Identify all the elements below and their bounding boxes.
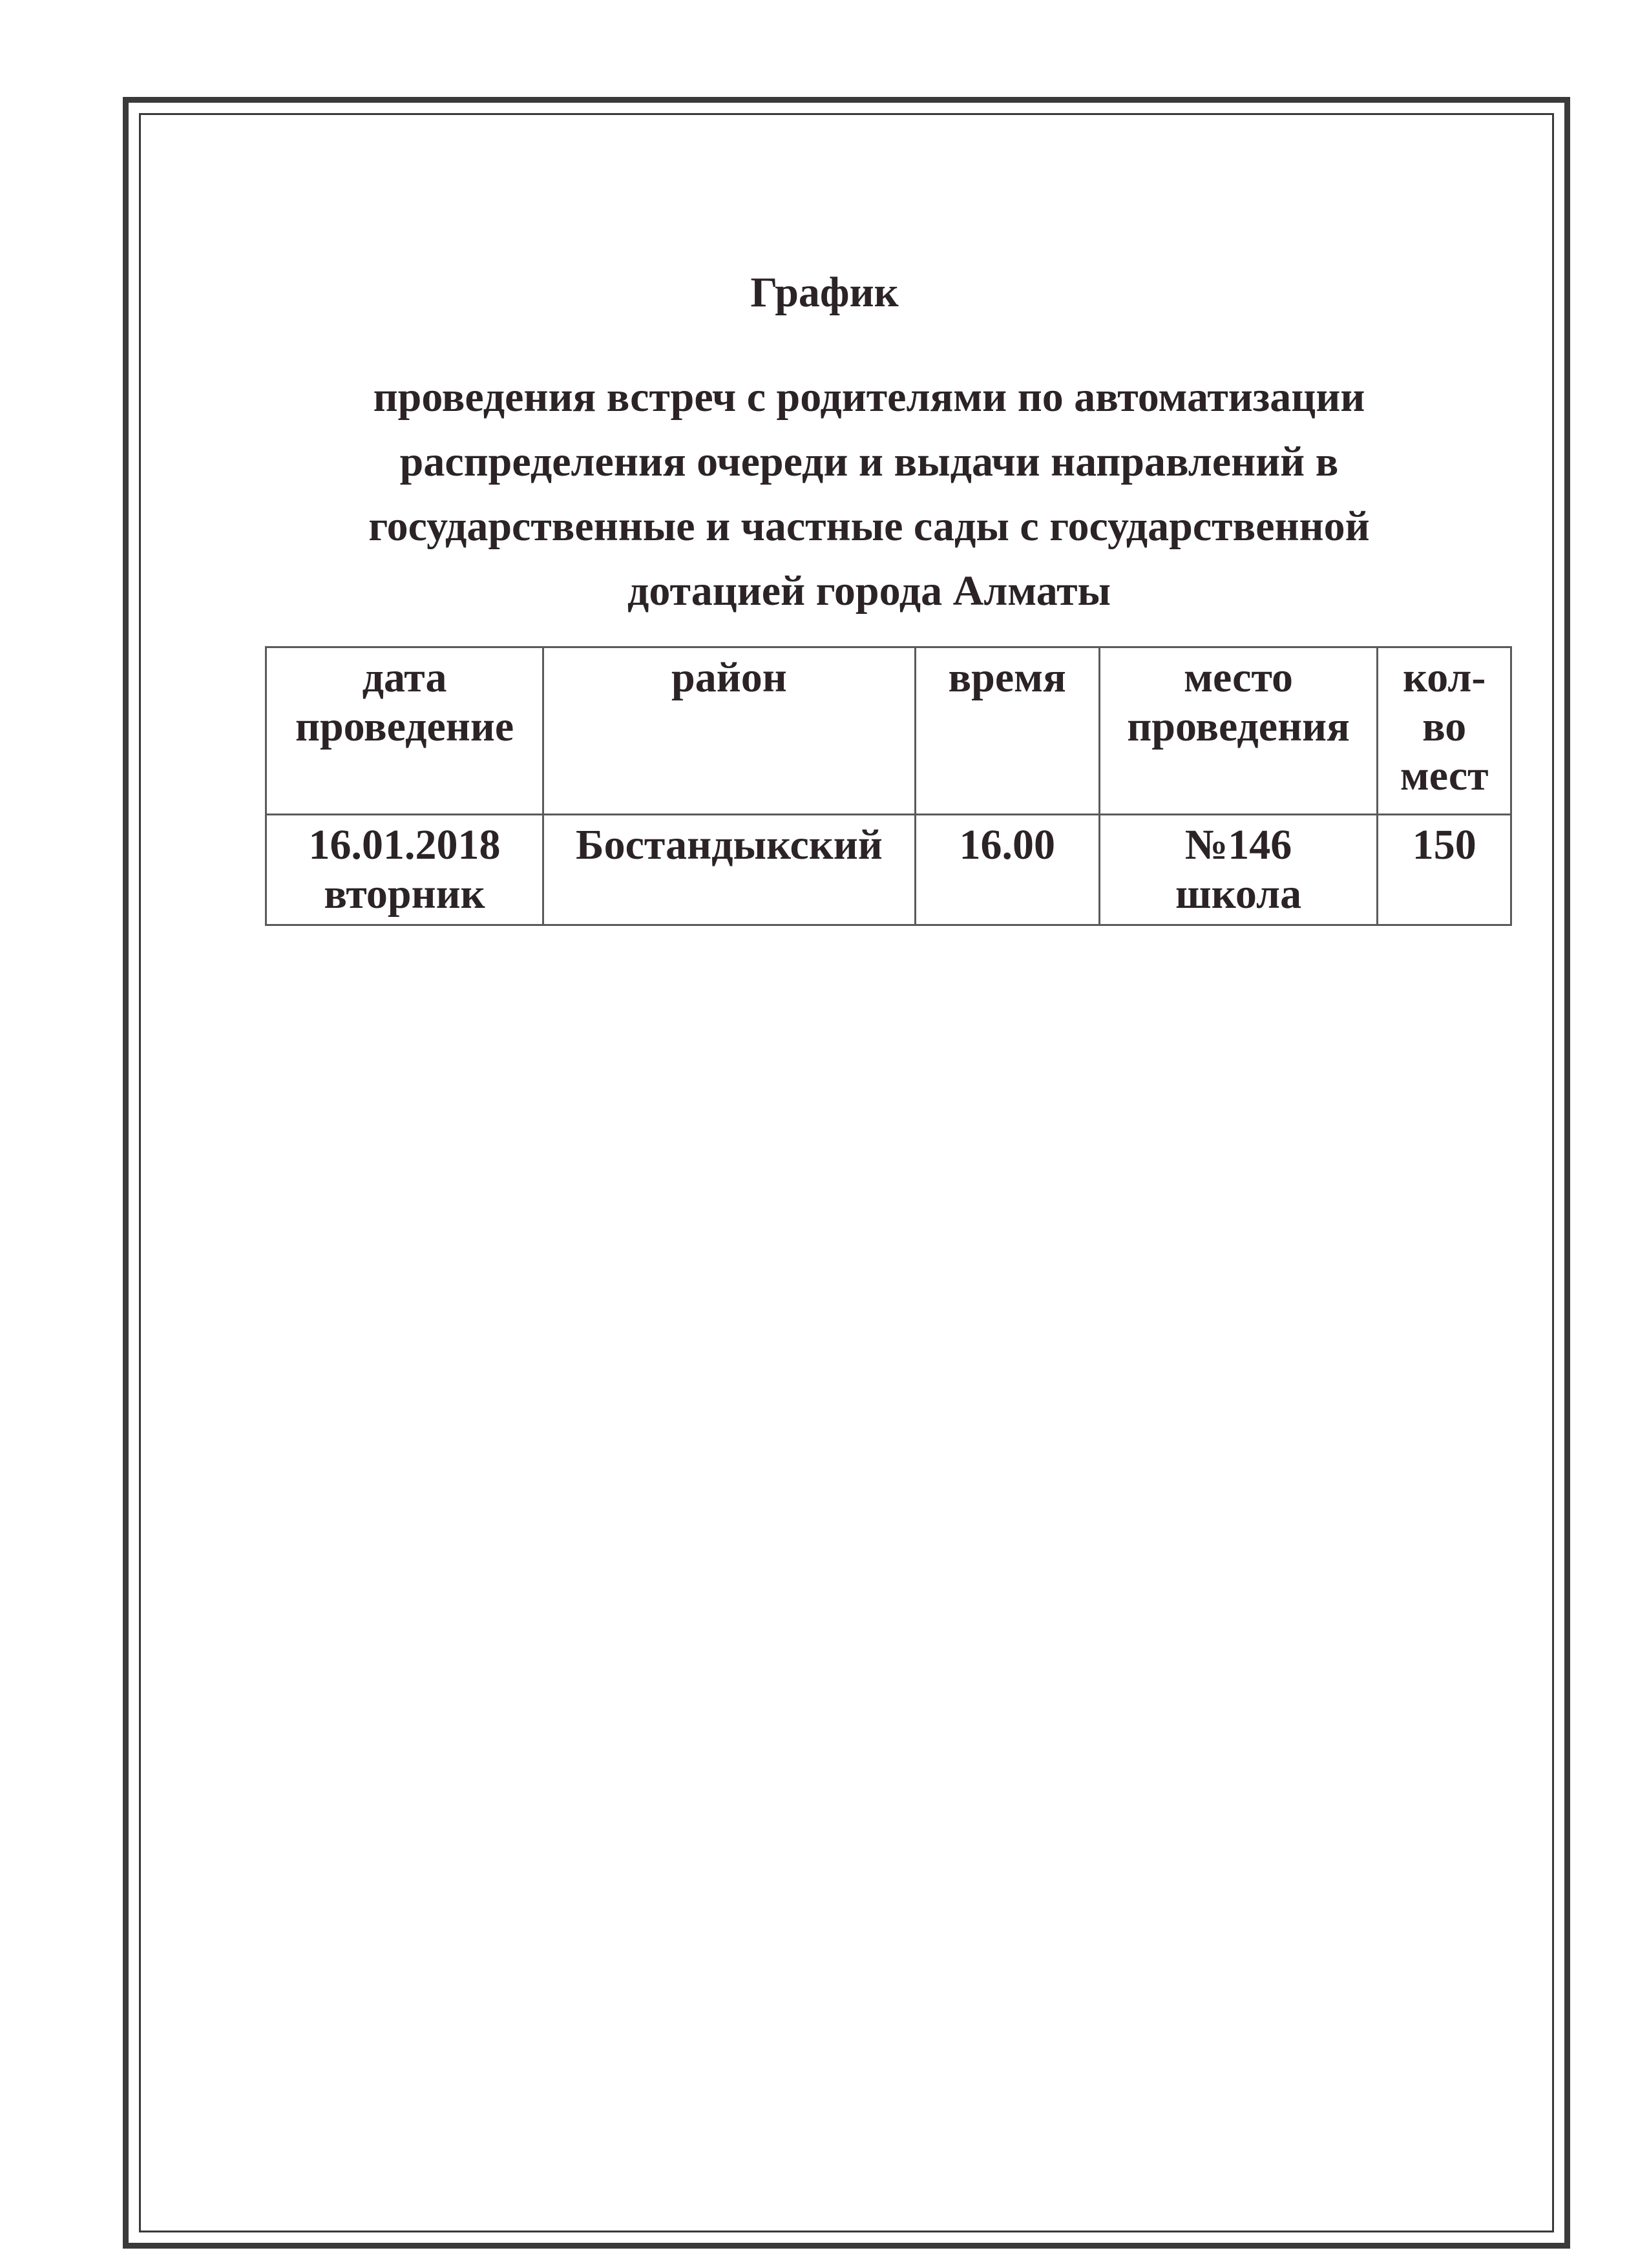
header-text: место	[1184, 654, 1293, 701]
cell-place	[1099, 815, 1378, 925]
cell-time	[915, 815, 1099, 925]
subtitle-line: проведения встреч с родителями по автоматизации	[373, 373, 1365, 421]
header-time	[915, 647, 1099, 815]
place-type: школа	[1175, 870, 1302, 918]
table-header-row	[266, 647, 1511, 815]
cell-seats	[1378, 815, 1511, 925]
header-text: время	[948, 654, 1066, 701]
subtitle-line: дотацией города Алматы	[627, 567, 1111, 614]
header-text: проведения	[1127, 703, 1350, 750]
subtitle-line: государственные и частные сады с государственной	[368, 503, 1370, 550]
cell-date	[266, 815, 543, 925]
header-seats	[1378, 647, 1511, 815]
date-value: 16.01.2018	[308, 821, 501, 868]
time-value: 16.00	[959, 821, 1055, 868]
district-value: Бостандыкский	[575, 821, 883, 868]
header-text: мест	[1400, 752, 1489, 799]
weekday-value: вторник	[324, 870, 485, 918]
place-number: №146	[1184, 821, 1292, 868]
seats-value: 150	[1412, 821, 1476, 868]
header-district	[543, 647, 916, 815]
header-text: кол-	[1403, 654, 1486, 701]
subtitle-line: распределения очереди и выдачи направлений в	[399, 438, 1339, 485]
document-subtitle	[271, 365, 1467, 624]
header-place	[1099, 647, 1378, 815]
header-text: во	[1422, 703, 1467, 750]
document-title: График	[750, 269, 899, 316]
header-text: дата	[362, 654, 447, 701]
schedule-table	[265, 646, 1512, 926]
header-text: район	[671, 654, 787, 701]
header-date	[266, 647, 543, 815]
table-row	[266, 815, 1511, 925]
cell-district	[543, 815, 916, 925]
header-text: проведение	[295, 703, 514, 750]
